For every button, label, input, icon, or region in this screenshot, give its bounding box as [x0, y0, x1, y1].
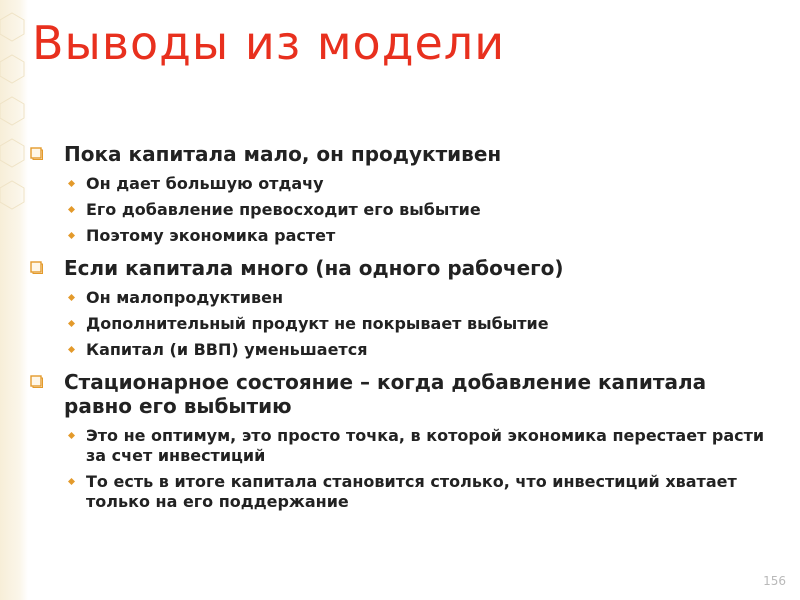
list-subitem	[28, 200, 768, 220]
diamond-bullet-icon	[68, 320, 75, 327]
square-bullet-icon	[30, 261, 43, 274]
list-subitem	[28, 226, 768, 246]
list-subitem	[28, 174, 768, 194]
square-bullet-icon	[30, 147, 43, 160]
list-subitem	[28, 472, 768, 512]
list-subitem-text: Он дает большую отдачу	[86, 174, 324, 193]
list-subitem-text: Это не оптимум, это просто точка, в которой экономика перестает расти за счет инвестиций	[86, 426, 765, 465]
list-item-text: Если капитала много (на одного рабочего)	[64, 256, 564, 280]
diamond-bullet-icon	[68, 432, 75, 439]
diamond-bullet-icon	[68, 180, 75, 187]
list-subitem	[28, 426, 768, 466]
list-subitem-text: То есть в итоге капитала становится столько, что инвестиций хватает только на его поддержание	[86, 472, 737, 511]
list-item-text: Стационарное состояние – когда добавление капитала равно его выбытию	[64, 370, 707, 418]
list-subitem-text: Дополнительный продукт не покрывает выбытие	[86, 314, 549, 333]
list-subitem	[28, 288, 768, 308]
list-subitem-text: Он малопродуктивен	[86, 288, 284, 307]
list-item	[28, 256, 768, 280]
diamond-bullet-icon	[68, 206, 75, 213]
bullet-list	[28, 142, 768, 518]
list-subitem	[28, 314, 768, 334]
diamond-bullet-icon	[68, 478, 75, 485]
diamond-bullet-icon	[68, 346, 75, 353]
page-number: 156	[763, 574, 786, 588]
slide-title: Выводы из модели	[32, 16, 506, 70]
list-subitem-text: Его добавление превосходит его выбытие	[86, 200, 481, 219]
diamond-bullet-icon	[68, 232, 75, 239]
list-subitem-text: Капитал (и ВВП) уменьшается	[86, 340, 368, 359]
diamond-bullet-icon	[68, 294, 75, 301]
list-item-text: Пока капитала мало, он продуктивен	[64, 142, 502, 166]
square-bullet-icon	[30, 375, 43, 388]
list-item	[28, 142, 768, 166]
list-subitem-text: Поэтому экономика растет	[86, 226, 336, 245]
list-item	[28, 370, 768, 418]
list-subitem	[28, 340, 768, 360]
